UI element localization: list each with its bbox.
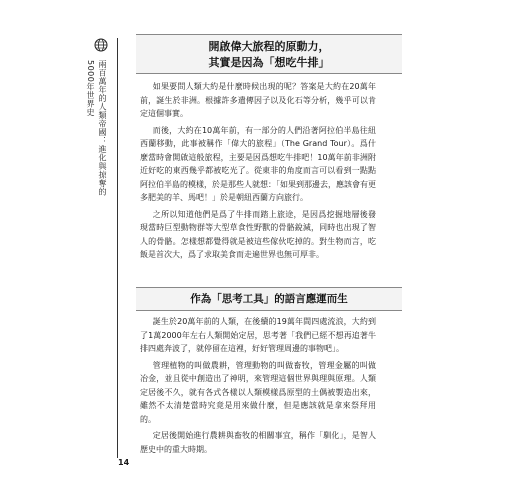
paragraph: 管理植物的叫做農耕，管理動物的叫做畜牧，管理金屬的叫做冶金，並且從中創造出了神明，來管理這個世界與理與原理。人類定居後不久，就有各式各樣以人類模樣爲原型的土偶被製造出來，雖然不太清楚當時究竟是用來做什麼，但是應該就是拿來祭拜用的。 <box>140 360 376 424</box>
heading-1-line-2 <box>136 55 402 71</box>
paragraph: 誕生於20萬年前的人類，在後續的19萬年間四處流浪，大約到了1萬2000年左右人類開始定居，思考著「我們已經不想再追著牛排四處奔波了，就停留在這裡，好好管理周邊的事物吧」。 <box>140 317 376 353</box>
margin-rule <box>117 38 118 458</box>
paragraph: 之所以知道他們是爲了牛排而踏上旅途，是因爲挖掘地層後發現當時巨型動物群等大型草食性野獸的骨骼銳減，同時也出現了智人的骨骼。怎樣想都覺得就是被這些傢伙吃掉的。對生物而言，吃飯是首次大，爲了求取美食而走遍世界也無可厚非。 <box>140 209 376 259</box>
section-2-body <box>140 315 376 454</box>
paragraph: 定居後開始進行農耕與畜牧的相關事宜，稱作「馴化」，是智人歷史中的重大時期。 <box>140 431 376 454</box>
heading-1-pre: 其實是因為「 <box>208 56 275 69</box>
paragraph: 而後，大約在10萬年前，有一部分的人們沿著阿拉伯半島往紐西蘭移動，此事被稱作「偉大的旅程」（The Grand Tour）。爲什麼當時會開啟這般旅程，主要是因爲想吃牛排吧！10萬年前非洲附近好吃的東西幾乎都被吃光了。從東非的角度而言可以看到一點點阿拉伯半島的模樣，於是那些人就想：「如果到那邊去，應該會有更多肥美的羊、馬吧！」於是朝紐西蘭方向旅行。 <box>140 125 376 202</box>
page-number: 14 <box>118 458 130 467</box>
section-heading-2: 作為「思考工具」的語言應運而生 <box>136 287 402 311</box>
paragraph: 如果要問人類大約是什麼時候出現的呢？答案是大約在20萬年前，誕生於非洲。根據許多遺傳因子以及化石等分析，幾乎可以肯定這個事實。 <box>140 82 376 118</box>
globe-icon <box>94 38 108 52</box>
heading-1-emphasis: 想吃牛排 <box>274 56 319 69</box>
running-book-title: 兩百萬年的人類帝國：進化與掠奪的5000年世界史 <box>86 60 107 196</box>
heading-1-line-1: 開啟偉大旅程的原動力， <box>208 40 330 53</box>
section-1-body <box>140 80 376 280</box>
heading-1-post: 」 <box>318 56 330 69</box>
section-heading-1 <box>136 34 402 74</box>
